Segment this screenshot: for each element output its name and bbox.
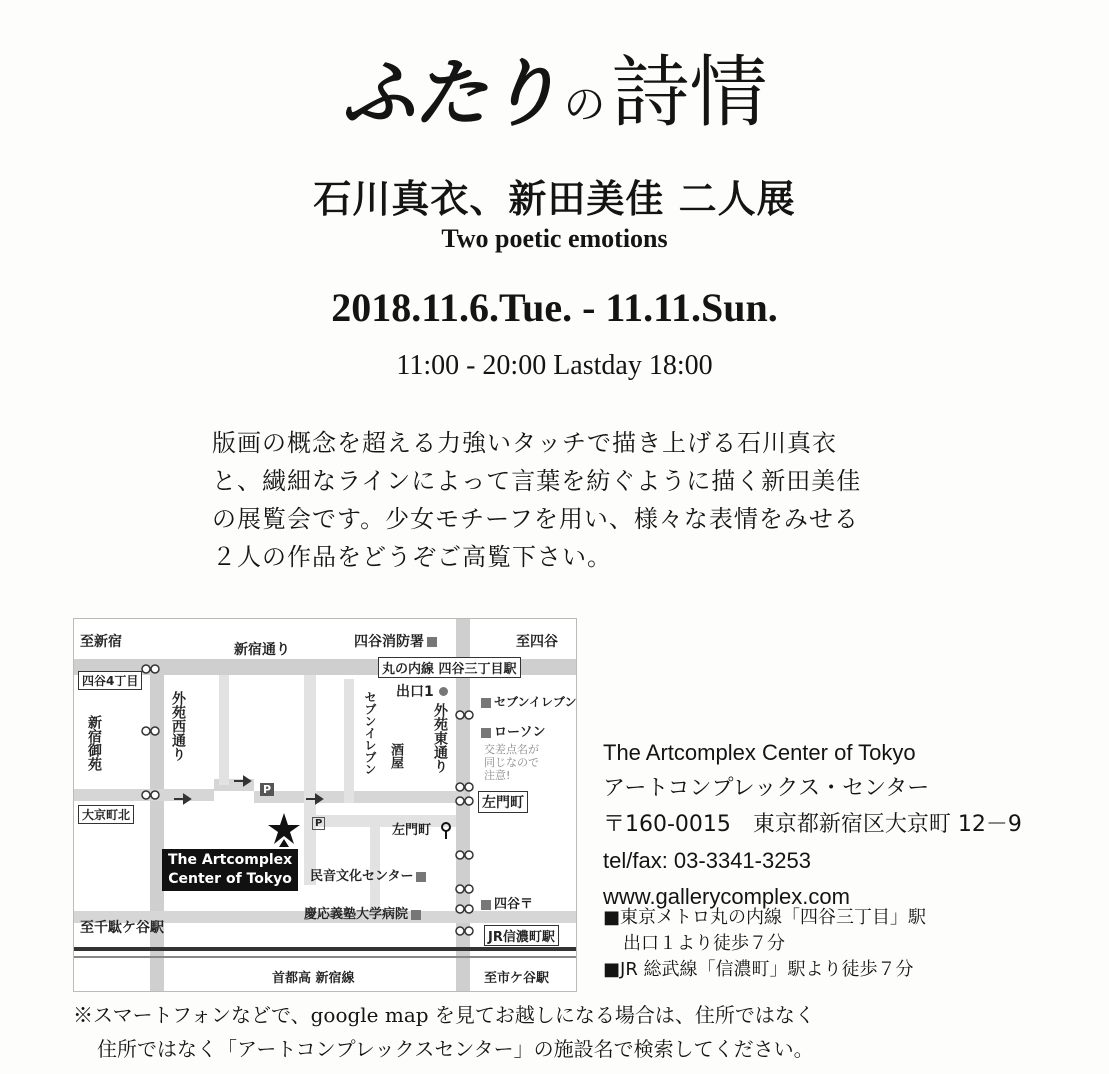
map-label-samoncho: 左門町 [392,823,432,838]
venue-website: www.gallerycomplex.com [603,884,850,909]
parking-icon: P [260,783,274,796]
venue-tel: tel/fax: 03-3341-3253 [603,848,811,873]
map-label-lawson: ローソン [478,721,545,740]
venue-name-en: The Artcomplex Center of Tokyo [603,740,916,765]
map-label-gaien-nishi: 外苑西通り [170,691,186,761]
map-label-to-yotsuya: 至四谷 [516,634,558,650]
map-label-jr-shinanomachi: JR信濃町駅 [484,925,559,946]
map-caution: 交差点名が 同じなので 注意! [484,743,539,782]
venue-info [603,735,1022,915]
road-small [304,675,316,885]
map-label-to-shinjuku: 至新宿 [80,634,122,650]
map-label-exit1: 出口1 [396,681,448,701]
venue-name-ja: アートコンプレックス・センター [603,776,930,801]
map-label-to-sendagaya: 至千駄ケ谷駅 [80,920,164,936]
map-label-shinjuku-dori: 新宿通り [234,642,290,658]
road-small [219,675,229,785]
opening-hours: 11:00 - 20:00 Lastday 18:00 [396,350,713,381]
map-label-to-ichigaya: 至市ケ谷駅 [484,971,550,986]
road-small [254,791,464,803]
footnote-line: 住所ではなく「アートコンプレックスセンター」の施設名で検索してください。 [97,1037,814,1061]
map-label-seven-eleven-h: セブンイレブン [478,693,576,710]
map-label-shutoko: 首都高 新宿線 [272,971,355,986]
map-label-shinjuku-gyoen: 新宿御苑 [86,715,102,771]
map-label-fire-station: 四谷消防署 [354,631,440,651]
venue-address: 〒160-0015 東京都新宿区大京町 12－9 [603,812,1022,837]
access-info [603,905,926,983]
access-line: ■東京メトロ丸の内線「四谷三丁目」駅 [603,907,927,928]
exhibition-dates: 2018.11.6.Tue. - 11.11.Sun. [331,285,778,330]
map-label-seven-eleven-v: セブンイレブン [363,691,377,775]
road-small [370,815,380,911]
map-label-yotsuya4: 四谷4丁目 [78,671,142,690]
map-label-marunouchi-station: 丸の内線 四谷三丁目駅 [378,657,521,678]
description-line: 版画の概念を超える力強いタッチで描き上げる石川真衣 [212,429,837,457]
road-small [344,679,354,803]
english-title: Two poetic emotions [441,224,668,253]
access-line: 出口１より徒歩７分 [623,933,785,954]
description [212,424,861,576]
title-particle: の [563,80,606,129]
map-label-daikyocho-kita: 大京町北 [78,805,134,824]
parking-icon: P [312,817,325,830]
road-gaien-nishi [150,659,164,991]
footnote-line: ※スマートフォンなどで、google map を見てお越しになる場合は、住所ではなく [73,1003,815,1027]
exhibition-subtitle: 石川真衣、新田美佳 二人展 [313,176,796,221]
map-label-gaien-higashi: 外苑東通り [432,703,448,773]
description-line: ２人の作品をどうぞご高覧下さい。 [212,543,612,571]
exhibition-title [0,30,1109,142]
access-map [73,618,577,992]
title-kanji: 詩情 [611,48,768,138]
venue-label: The Artcomplex Center of Tokyo [162,849,298,891]
title-kana: ふたり [341,51,558,137]
map-label-keio-hospital: 慶応義塾大学病院 [304,903,424,922]
landmark-square-icon [427,637,437,647]
access-line: ■JR 総武線「信濃町」駅より徒歩７分 [603,959,914,980]
map-label-sakaya: 酒屋 [388,743,403,769]
description-line: と、繊細なラインによって言葉を紡ぐように描く新田美佳 [212,467,862,495]
footnote [73,998,815,1066]
map-label-min-on: 民音文化センター [310,865,429,884]
map-label-post-office: 四谷〒 [478,893,533,912]
map-label-samoncho-box: 左門町 [478,791,528,813]
road-small [314,815,456,827]
description-line: の展覧会です。少女モチーフを用い、様々な表情をみせる [212,505,859,533]
